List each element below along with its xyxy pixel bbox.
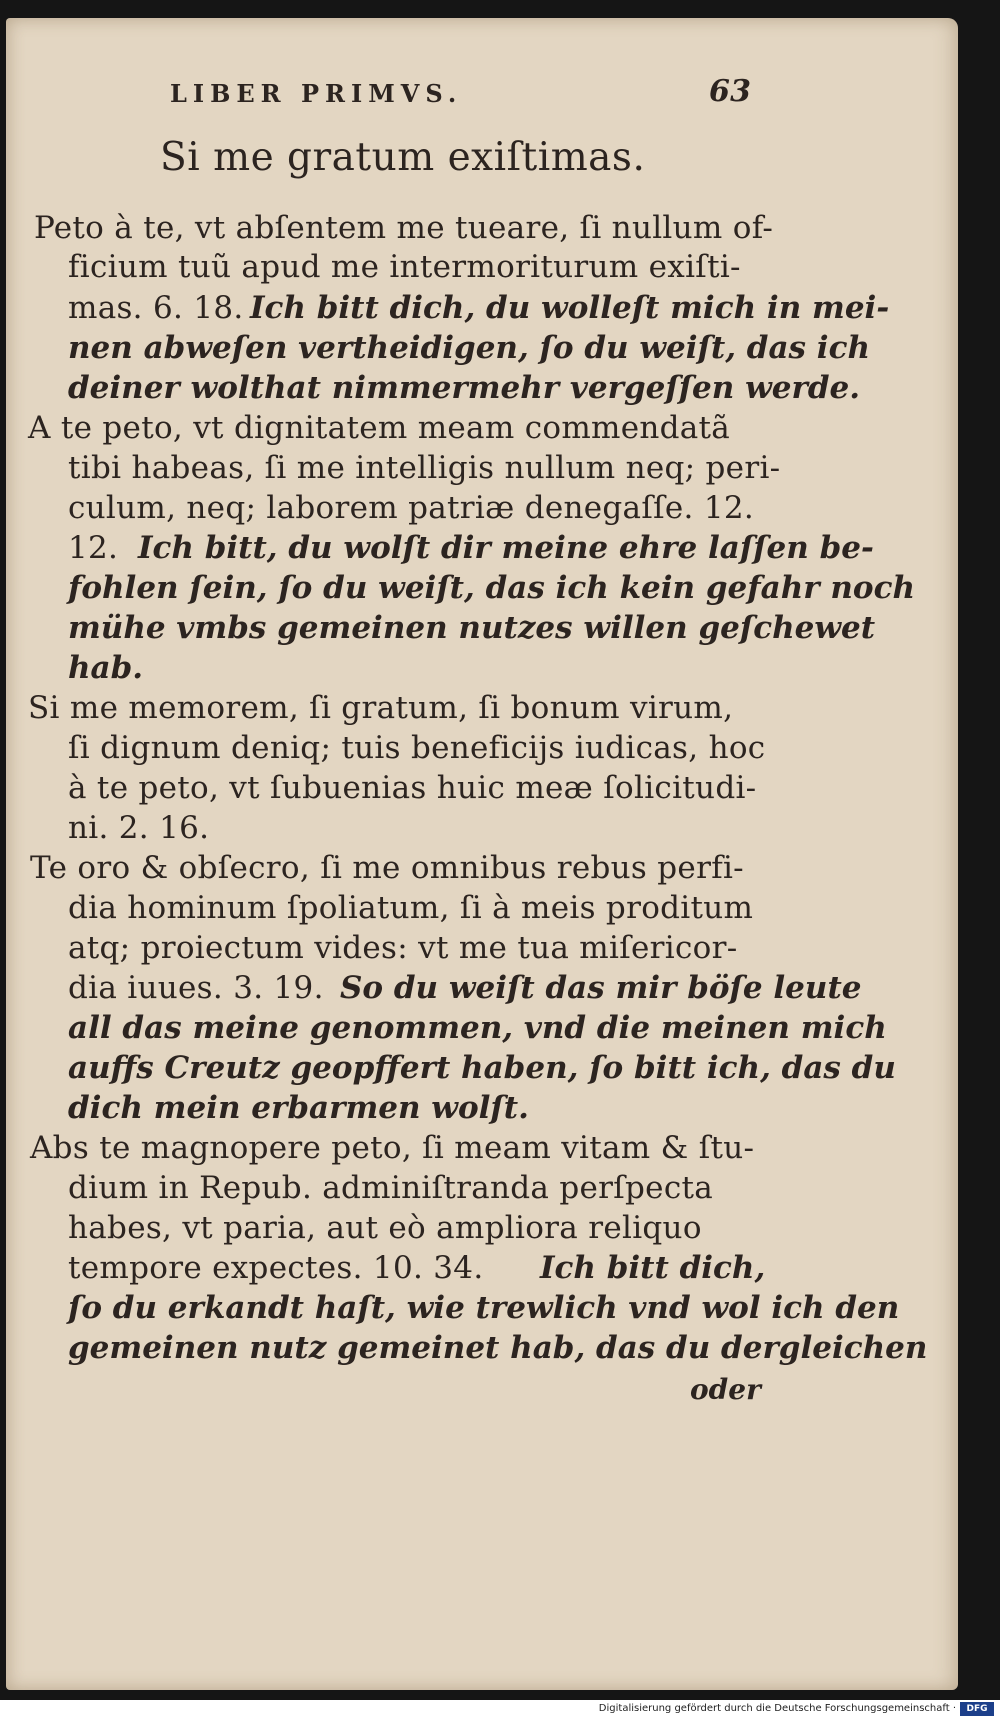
text-line: ni. 2. 16. <box>68 810 210 846</box>
german-text-line: fohlen ſein, ſo du weiſt, das ich kein gefahr noch <box>68 570 915 606</box>
german-text-line: So du weiſt das mir böſe leute <box>340 970 862 1006</box>
text-line: Te oro & obſecro, ſi me omnibus rebus perfi- <box>30 850 744 886</box>
text-line: tibi habeas, ſi me intelligis nullum neq; peri- <box>68 450 781 486</box>
running-header: LIBER PRIMVS. <box>170 79 463 108</box>
text-line: Peto à te, vt abſentem me tueare, ſi nullum of- <box>34 210 774 246</box>
german-text-line: deiner wolthat nimmermehr vergeſſen werde. <box>68 370 861 406</box>
footer-credit: Digitalisierung gefördert durch die Deutsche Forschungsgemeinschaft · <box>598 1703 956 1714</box>
catchword: oder <box>690 1373 761 1406</box>
text-line: A te peto, vt dignitatem meam commendatã <box>28 410 731 446</box>
german-text-line: Ich bitt, du wolſt dir meine ehre laſſen be- <box>138 530 874 566</box>
german-text-line: auffs Creutz geopffert haben, ſo bitt ich, das du <box>68 1050 896 1086</box>
german-text-line: all das meine genommen, vnd die meinen mich <box>68 1010 887 1046</box>
text-line: dia iuues. 3. 19. <box>68 970 324 1006</box>
page-number: 63 <box>709 74 752 109</box>
german-text-line: hab. <box>68 650 144 686</box>
german-text-line: dich mein erbarmen wolſt. <box>68 1090 529 1126</box>
german-text-line: mühe vmbs gemeinen nutzes willen geſchewet <box>68 610 876 646</box>
text-line: Abs te magnopere peto, ſi meam vitam & ſtu- <box>30 1130 755 1166</box>
text-line: ſi dignum deniq; tuis beneficijs iudicas, hoc <box>68 730 766 766</box>
german-text-line: Ich bitt dich, <box>540 1250 766 1286</box>
german-text-line: gemeinen nutz gemeinet hab, das du dergleichen <box>68 1330 928 1366</box>
text-line: dium in Repub. adminiſtranda perſpecta <box>68 1170 714 1206</box>
text-line: 12. <box>68 530 119 566</box>
text-line: à te peto, vt ſubuenias huic meæ ſolicitudi- <box>68 770 757 806</box>
section-title: Si me gratum exiſtimas. <box>160 135 646 180</box>
text-line: culum, neq; laborem patriæ denegaſſe. 12. <box>68 490 755 526</box>
german-text-line: ſo du erkandt haſt, wie trewlich vnd wol ich den <box>68 1290 900 1326</box>
german-text-line: Ich bitt dich, du wolleſt mich in mei- <box>250 290 890 326</box>
text-line: tempore expectes. 10. 34. <box>68 1250 484 1286</box>
text-line: ficium tuũ apud me intermoriturum exiſti- <box>68 249 741 285</box>
text-line: atq; proiectum vides: vt me tua miſericor- <box>68 930 738 966</box>
text-line: Si me memorem, ſi gratum, ſi bonum virum, <box>28 690 734 726</box>
text-line: mas. 6. 18. <box>68 290 244 326</box>
dfg-logo: DFG <box>960 1702 994 1716</box>
text-line: dia hominum ſpoliatum, ſi à meis proditum <box>68 890 754 926</box>
german-text-line: nen abweſen vertheidigen, ſo du weiſt, das ich <box>68 330 870 366</box>
text-line: habes, vt paria, aut eò ampliora reliquo <box>68 1210 702 1246</box>
